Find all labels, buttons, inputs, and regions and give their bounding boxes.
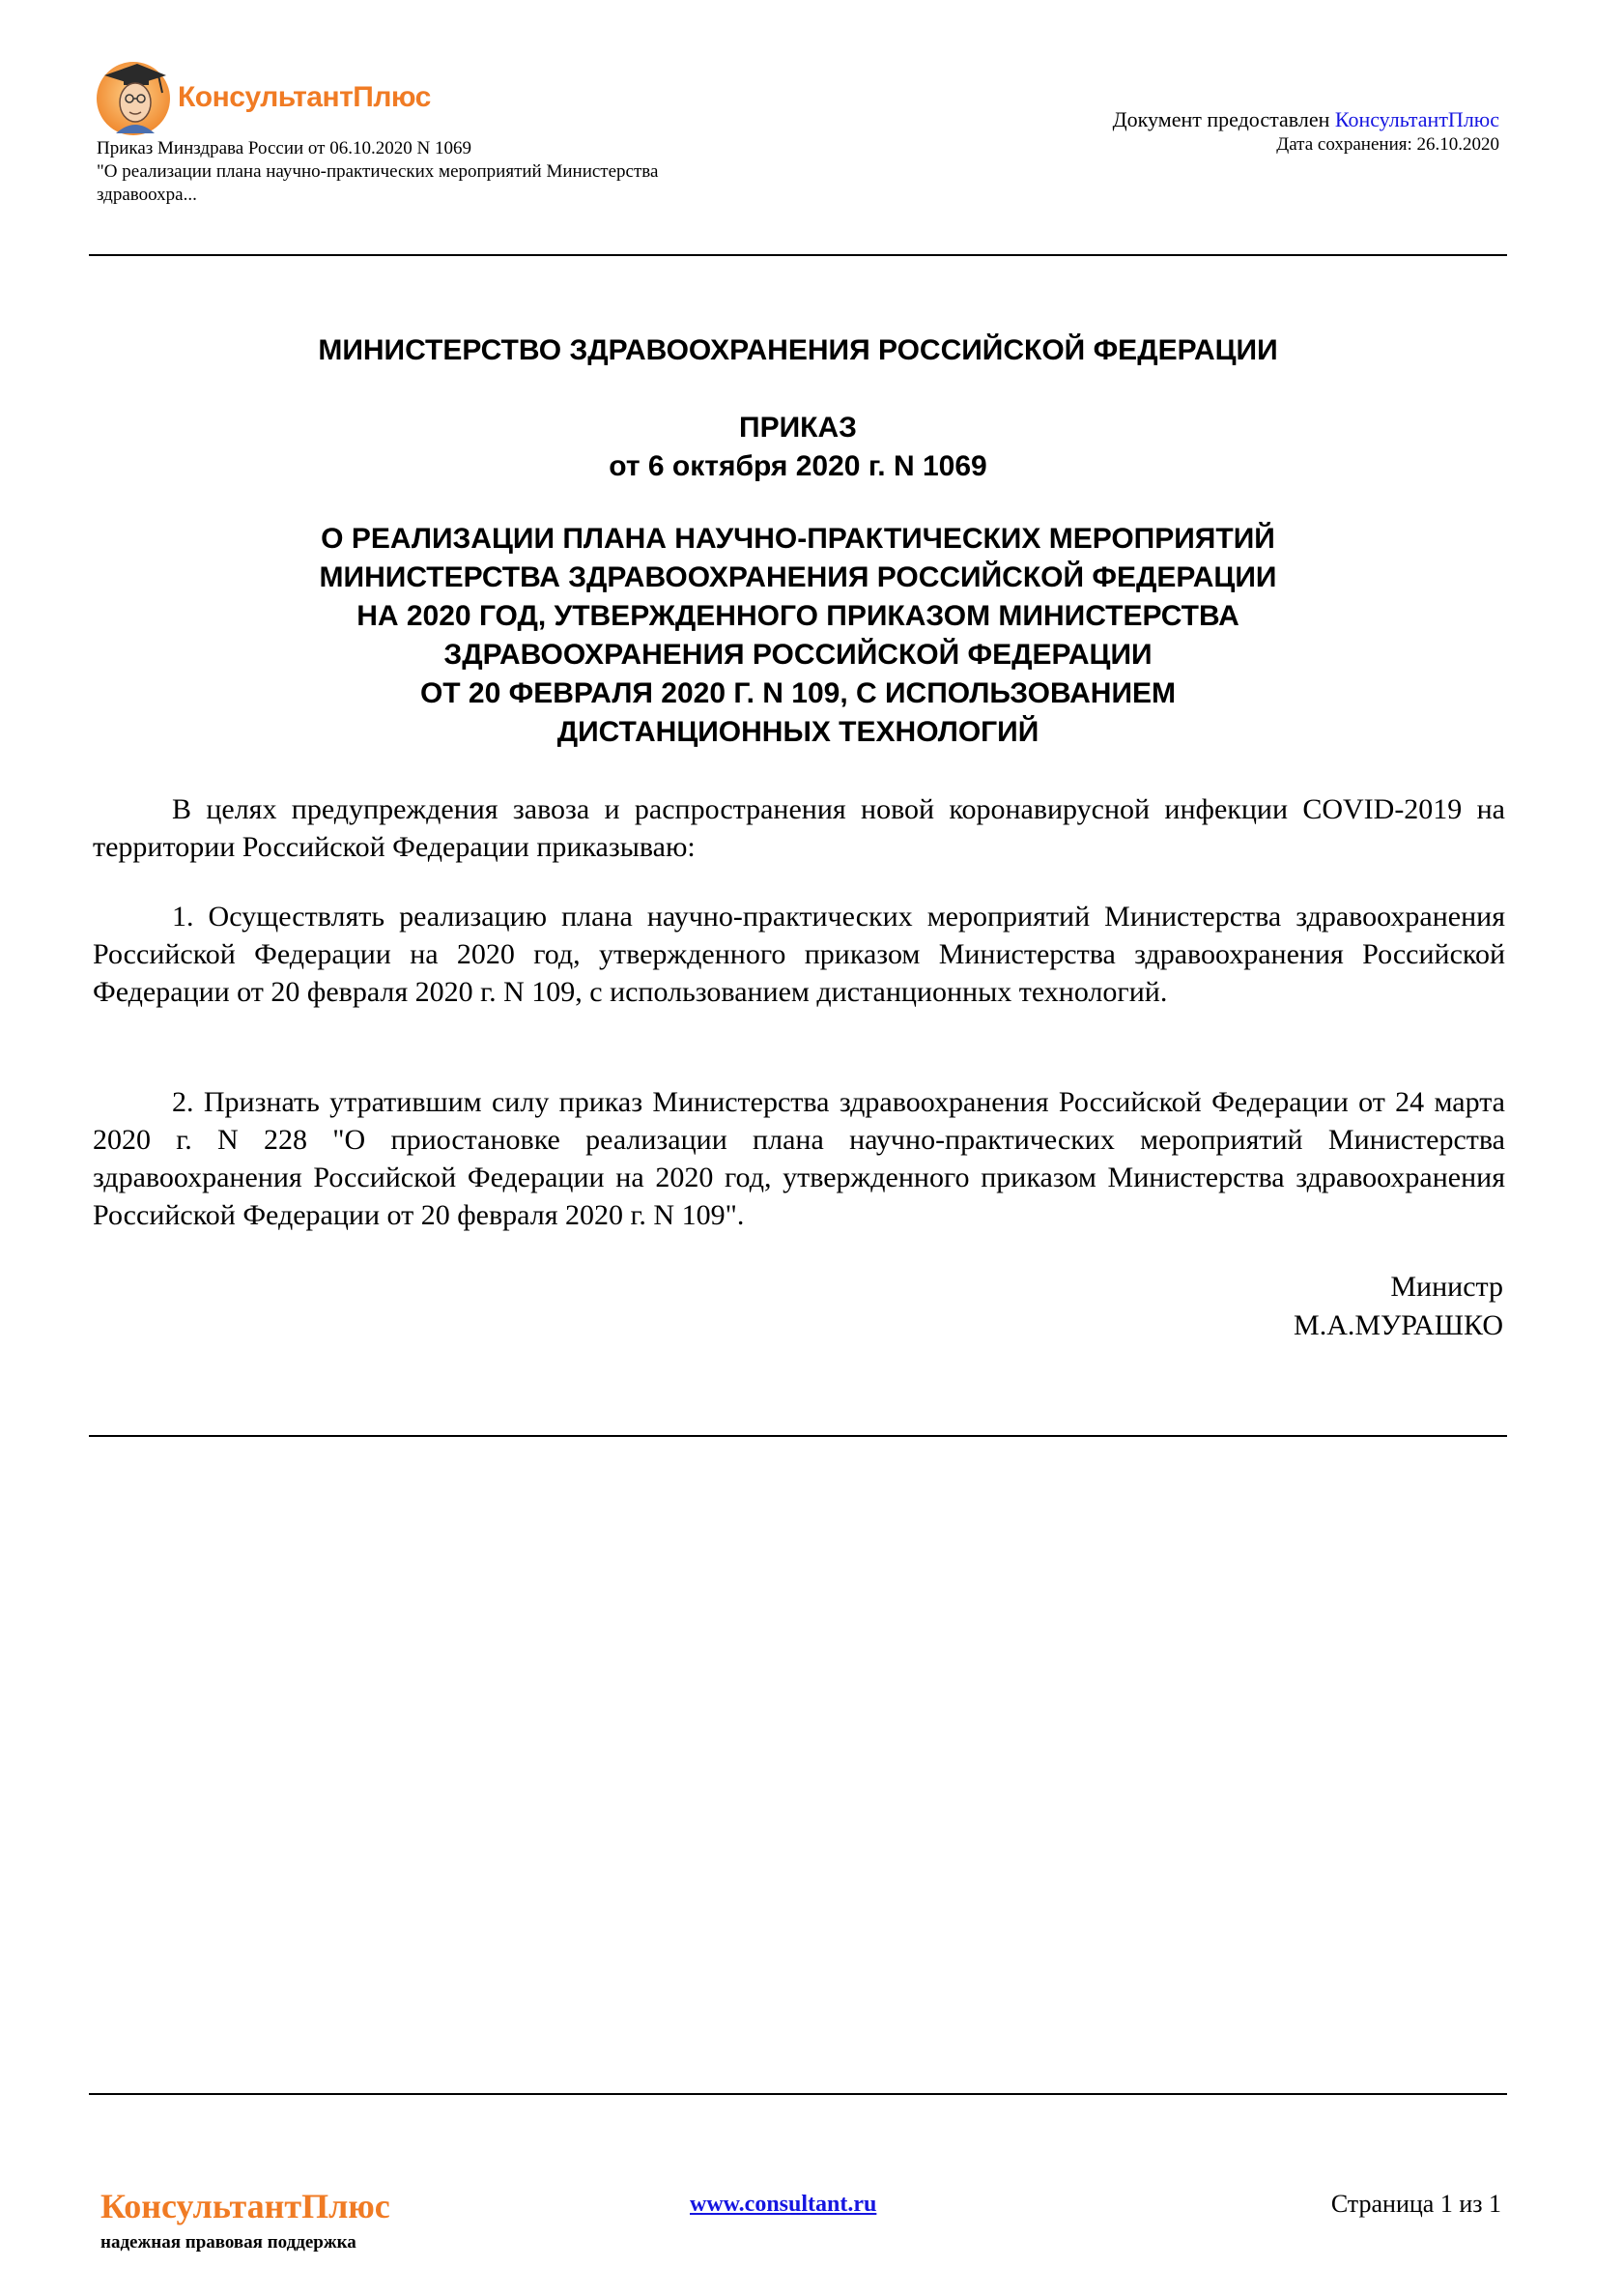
provider-info [1113, 107, 1499, 158]
content-end-divider [89, 1435, 1507, 1437]
signature-block [1294, 1268, 1503, 1345]
order-heading [89, 409, 1507, 486]
page-counter: Страница 1 из 1 [1330, 2190, 1501, 2218]
logo-text: КонсультантПлюс [178, 81, 431, 113]
subject-line: О РЕАЛИЗАЦИИ ПЛАНА НАУЧНО-ПРАКТИЧЕСКИХ МЕРОПРИЯТИЙ [321, 523, 1275, 555]
footer-slogan: надежная правовая поддержка [100, 2232, 356, 2253]
doc-ref-line2: "О реализации плана научно-практических мероприятий Министерства [97, 161, 659, 182]
doc-date-number: от 6 октября 2020 г. N 1069 [609, 450, 987, 482]
item-1-paragraph: 1. Осуществлять реализацию плана научно-практических мероприятий Министерства здравоохранения Российской Федерации на 2020 год, утвержденного приказом Министерства здравоохранения Российской Федерации от 20 февраля 2020 г. N 109, с использованием дистанционных технологий. [93, 901, 1505, 1008]
provided-by-prefix: Документ предоставлен [1112, 107, 1335, 131]
doc-ref-line1: Приказ Минздрава России от 06.10.2020 N 1069 [97, 138, 471, 158]
signer-title: Министр [1390, 1271, 1503, 1303]
save-date: Дата сохранения: 26.10.2020 [1276, 134, 1499, 155]
provider-link[interactable]: КонсультантПлюс [1334, 107, 1499, 131]
professor-avatar-icon [95, 56, 176, 139]
footer-brand: КонсультантПлюс [100, 2187, 390, 2225]
ministry-heading: МИНИСТЕРСТВО ЗДРАВООХРАНЕНИЯ РОССИЙСКОЙ ФЕДЕРАЦИИ [318, 334, 1278, 366]
document-reference [97, 137, 831, 207]
consultant-logo[interactable] [95, 56, 442, 139]
header-divider [89, 254, 1507, 256]
doc-type: ПРИКАЗ [739, 412, 857, 444]
subject-line: МИНИСТЕРСТВА ЗДРАВООХРАНЕНИЯ РОССИЙСКОЙ ФЕДЕРАЦИИ [319, 561, 1277, 593]
subject-line: НА 2020 ГОД, УТВЕРЖДЕННОГО ПРИКАЗОМ МИНИСТЕРСТВА [356, 600, 1239, 632]
doc-ref-line3: здравоохра... [97, 185, 197, 205]
subject-line: ДИСТАНЦИОННЫХ ТЕХНОЛОГИЙ [556, 716, 1039, 748]
item-2-paragraph: 2. Признать утратившим силу приказ Министерства здравоохранения Российской Федерации от 24 марта 2020 г. N 228 "О приостановке реализации плана научно-практических мероприятий Министерства здравоохранения Российской Федерации на 2020 год, утвержденного приказом Министерства здравоохранения Российской Федерации от 20 февраля 2020 г. N 109". [93, 1086, 1505, 1231]
subject-line: ОТ 20 ФЕВРАЛЯ 2020 Г. N 109, С ИСПОЛЬЗОВАНИЕМ [419, 677, 1177, 709]
subject-line: ЗДРАВООХРАНЕНИЯ РОССИЙСКОЙ ФЕДЕРАЦИИ [443, 639, 1153, 671]
footer-divider [89, 2093, 1507, 2095]
signer-name: М.А.МУРАШКО [1294, 1309, 1503, 1341]
preamble-paragraph: В целях предупреждения завоза и распространения новой коронавирусной инфекции COVID-2019 на территории Российской Федерации приказываю: [93, 793, 1505, 863]
provided-by [1113, 107, 1499, 132]
footer-website-link[interactable]: www.consultant.ru [690, 2192, 877, 2217]
order-subject [89, 520, 1507, 752]
